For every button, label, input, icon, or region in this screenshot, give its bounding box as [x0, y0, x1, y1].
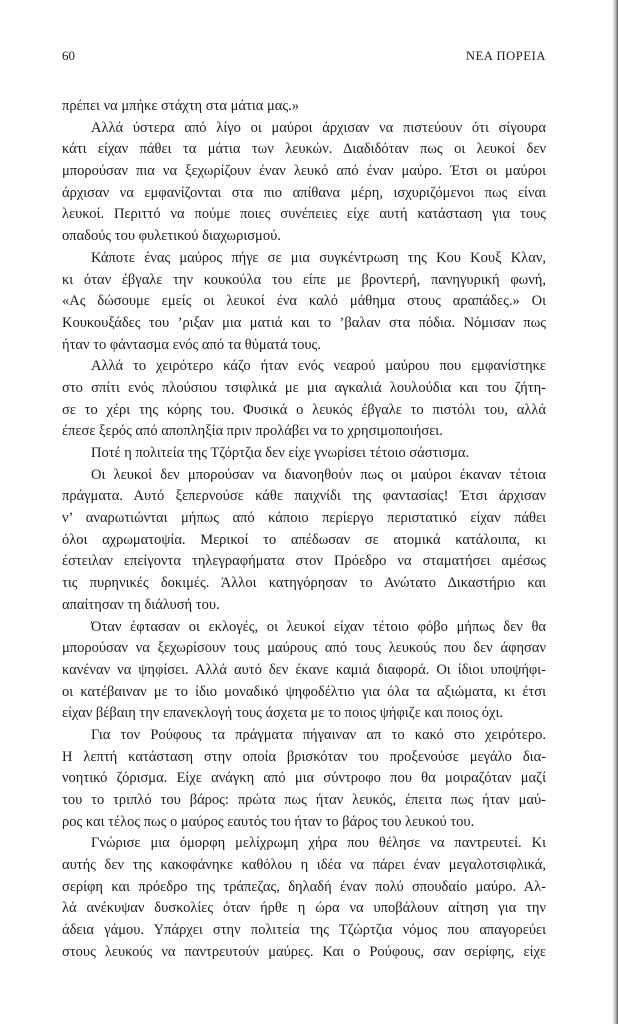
text-line: Γνώρισε μια όμορφη μελίχρωμη χήρα που θέλησε να παντρευτεί. Κι [91, 835, 546, 852]
text-line: Κουκουξάδες του ’ριξαν μια ματιά και το ’βαλαν στα πόδια. Νόμισαν πως [62, 314, 546, 331]
text-line: Ποτέ η πολιτεία της Τζόρτζια δεν είχε γνωρίσει τέτοιο σάστισμα. [91, 445, 470, 461]
text-line: πρέπει να μπήκε στάχτη στα μάτια μας.» [62, 98, 299, 114]
text-line: σερίφη και πρόεδρο της τράπεζας, δηλαδή έναν πολύ σπουδαίο μαύρο. Αλ- [62, 878, 546, 895]
text-line: Αλλά το χειρότερο κάζο ήταν ενός νεαρού μαύρου που εμφανίστηκε [91, 358, 546, 375]
text-line: πράγματα. Αυτό ξεπερνούσε κάθε παιχνίδι της φαντασίας! Έτσι άρχισαν [62, 488, 546, 505]
text-line: νοητικό ζόρισμα. Είχε ανάγκη από μια σύντροφο που θα μοιραζόταν μαζί [62, 770, 546, 787]
paragraph [62, 465, 546, 617]
text-line: αυτής δεν της κακοφάνηκε καθόλου η ιδέα να πάρει έναν μεγαλοτσιφλικά, [62, 857, 546, 874]
text-line: Η λεπτή κατάσταση στην οποία βρισκόταν του προξενούσε μεγάλο δια- [62, 748, 546, 765]
paragraph [62, 118, 546, 248]
scan-edge-shadow [612, 0, 618, 1024]
text-line: κάτι είχαν πάθει τα μάτια των λευκών. Διαδιδόταν πως οι λευκοί δεν [62, 141, 546, 158]
paragraph [62, 617, 546, 725]
paragraph [62, 356, 546, 443]
text-line: έπεσε ξερός από αποπληξία πριν προλάβει να το χρησιμοποιήσει. [62, 423, 443, 440]
paragraph [62, 248, 546, 356]
text-line: «Ας δώσουμε εμείς οι λευκοί ένα καλό μάθημα στους αραπάδες.» Οι [62, 293, 546, 310]
text-line: του το τριπλό του βάρος: πρώτα πως ήταν λευκός, έπειτα πως ήταν μαύ- [62, 792, 546, 808]
text-line: στους λευκούς να παντρευτούν μαύρες. Και ο Ρούφους, σαν σερίφης, είχε [62, 943, 546, 960]
text-line: ρος και τέλος πως ο μαύρος εαυτός του ήταν το βάρος του λευκού του. [62, 813, 475, 830]
page-number: 60 [62, 48, 75, 63]
text-line: Οι λευκοί δεν μπορούσαν να διανοηθούν πως οι μαύροι έκαναν τέτοια [91, 466, 546, 483]
paragraph [62, 833, 546, 963]
text-line: άρχισαν να εμφανίζονται στα πιο απίθανα μέρη, ισχυριζόμενοι πως είναι [62, 184, 546, 201]
text-line: απαίτησαν τη διάλυσή του. [62, 596, 220, 613]
text-line: μπορούσαν να ξεχωρίσουν τους μαύρους από τους λευκούς που δεν άφησαν [62, 640, 546, 657]
text-line: ήταν το φάντασμα ενός από τα θύματά τους. [62, 336, 321, 353]
paragraph [62, 725, 546, 833]
text-line: όλοι αχρωματοψία. Μερικοί το απέδωσαν σε ατομικά κατάλοιπα, κι [62, 531, 546, 548]
paragraph [62, 443, 546, 465]
text-line: σε το χέρι της κόρης του. Φυσικά ο λευκός έβγαλε το πιστόλι του, αλλά [62, 401, 546, 418]
text-line: Αλλά ύστερα από λίγο οι μαύροι άρχισαν να πιστεύουν ότι σίγουρα [91, 119, 546, 136]
text-line: ν’ αναρωτιώνται μήπως από κάποιο περίεργο περιστατικό είχαν πάθει [62, 510, 546, 527]
text-line: λευκοί. Περιττό να πούμε ποιες συνέπειες είχε αυτή κατάσταση για τους [62, 206, 546, 223]
text-line: λά ανέκυψαν δυσκολίες όταν ήρθε η ώρα να υποβάλουν αίτηση για την [62, 900, 546, 917]
text-line: έστειλαν επείγοντα τηλεγραφήματα στον Πρόεδρο να σταματήσει αμέσως [62, 553, 546, 570]
text-line: κανέναν να ψηφίσει. Αλλά αυτό δεν έκανε καμιά διαφορά. Οι ίδιοι υποψήφι- [62, 661, 546, 678]
text-line: στο σπίτι ενός πλούσιου τσιφλικά με μια αγκαλιά λουλούδια και του ζήτη- [62, 379, 546, 396]
paragraph [62, 96, 546, 118]
text-line: μπορούσαν πια να ξεχωρίζουν έναν λευκό από έναν μαύρο. Έτσι οι μαύροι [62, 163, 546, 180]
text-line: Όταν έφτασαν οι εκλογές, οι λευκοί είχαν τέτοιο φόβο μήπως δεν θα [91, 618, 546, 635]
text-line: οπαδούς του φυλετικού διαχωρισμού. [62, 228, 281, 245]
text-line: Για τον Ρούφους τα πράγματα πήγαιναν απ το κακό στο χειρότερο. [91, 726, 546, 743]
running-head: ΝΕΑ ΠΟΡΕΙΑ [466, 49, 546, 63]
text-line: οι κατέβαιναν με το ίδιο μοναδικό ψηφοδέλτιο για όλα τα αξιώματα, κι έτσι [62, 683, 546, 700]
text-line: άδεια γάμου. Υπάρχει στην πολιτεία της Τζώρτζια νόμος που απαγορεύει [62, 922, 546, 939]
body-text [62, 96, 546, 964]
text-line: Κάποτε ένας μαύρος πήγε σε μια συγκέντρωση της Κου Κουξ Κλαν, [91, 249, 546, 266]
text-line: είχαν βέβαιη την επανεκλογή τους άσχετα με το ποιος ψήφιζε και ποιος όχι. [62, 705, 504, 722]
text-line: τις πυρηνικές δοκιμές. Άλλοι κατηγόρησαν το Ανώτατο Δικαστήριο και [62, 575, 546, 592]
text-line: κι όταν έβγαλε την κουκούλα του είπε με βροντερή, πανηγυρική φωνή, [62, 271, 546, 288]
